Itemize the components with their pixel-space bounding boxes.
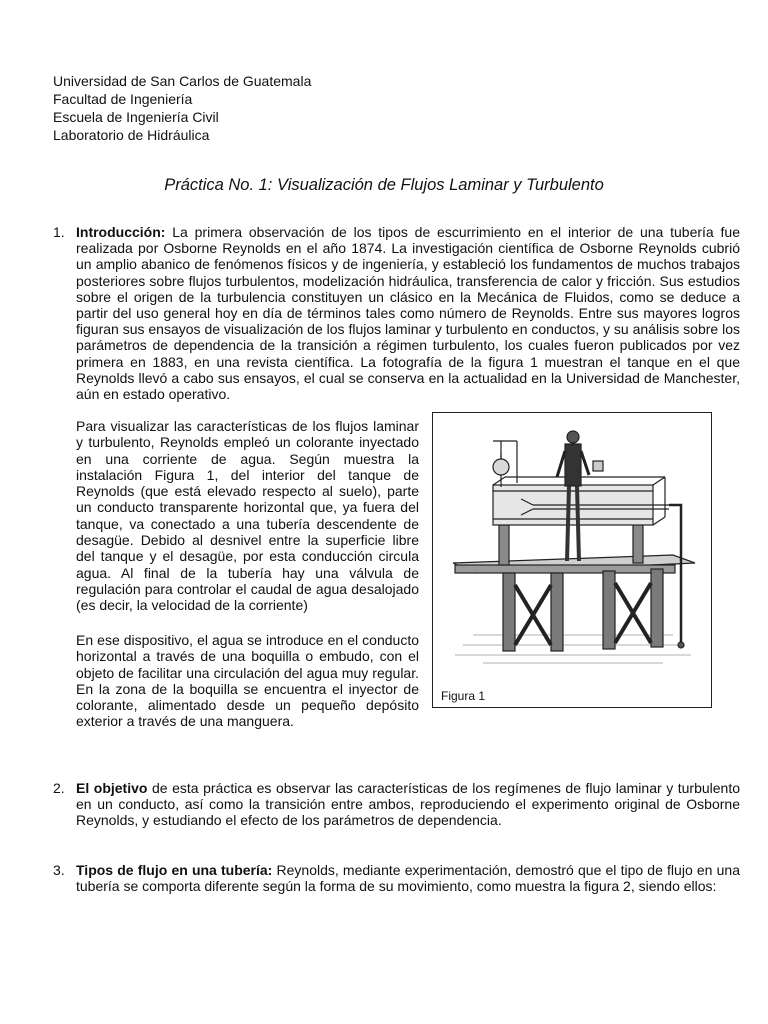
section-number: 2. [53, 780, 65, 796]
paragraph-device: En ese dispositivo, el agua se introduce en el conducto horizontal a través de una boquilla o embudo, con el objeto de facilitar una circulación del agua muy regular. En la zona de la boquilla se encuentra el inyector de colorante, alimentado desde un pequeño depósito exterior a través de una manguera. [76, 632, 419, 730]
section-number: 1. [53, 224, 65, 240]
section-body [76, 224, 740, 402]
section-body [76, 862, 740, 894]
section-heading: Tipos de flujo en una tubería: [76, 862, 277, 878]
section-text: de esta práctica es observar las características de los regímenes de flujo laminar y turbulento en un conducto, así como la transición entre ambos, reproduciendo el experimento original de Osborne Reynolds, y estudiando el efecto de los parámetros de dependencia. [76, 780, 740, 829]
section-heading: El objetivo [76, 780, 152, 796]
paragraph-visualization: Para visualizar las características de los flujos laminar y turbulento, Reynolds empleó un colorante inyectado en una corriente de agua. Según muestra la instalación Figura 1, del interior del tanque de Reynolds (que está elevado respecto al suelo), parte un conducto transparente horizontal que, ya fuera del tanque, va conectado a una tubería descendente de desagüe. Debido al desnivel entre la superficie libre del tanque y el desagüe, por esta conducción circula agua. Al final de la tubería hay una válvula de regulación para controlar el caudal de agua desalojado (es decir, la velocidad de la corriente) [76, 418, 419, 614]
section-number: 3. [53, 862, 65, 878]
section-heading: Introducción: [76, 224, 173, 240]
figure-caption: Figura 1 [441, 689, 486, 703]
header-lab: Laboratorio de Hidráulica [53, 127, 210, 143]
header-university: Universidad de San Carlos de Guatemala [53, 73, 312, 89]
header-school: Escuela de Ingeniería Civil [53, 109, 219, 125]
document-title: Práctica No. 1: Visualización de Flujos Laminar y Turbulento [164, 176, 604, 194]
reynolds-apparatus-illustration [433, 413, 711, 707]
header-faculty: Facultad de Ingeniería [53, 91, 193, 107]
section-body [76, 780, 740, 829]
section-text: Reynolds, mediante experimentación, demostró que el tipo de flujo en una tubería se comporta diferente según la forma de su movimiento, como muestra la figura 2, siendo ellos: [76, 862, 740, 895]
institution-header [53, 72, 311, 144]
figure-1 [432, 412, 712, 708]
section-text: La primera observación de los tipos de escurrimiento en el interior de una tubería fue realizada por Osborne Reynolds en el año 1874. La investigación científica de Osborne Reynolds cubrió un amplio abanico de fenómenos físicos y de ingeniería, y estableció los fundamentos de muchos trabajos posteriores sobre flujos turbulentos, modelización hidráulica, transferencia de calor y fricción. Sus estudios sobre el origen de la turbulencia constituyen un clásico en la Mecánica de Fluidos, como se deduce a partir del uso general hoy en día de términos tales como número de Reynolds. Entre sus mayores logros figuran sus ensayos de visualización de los flujos laminar y turbulento en conductos, y su análisis sobre los parámetros de dependencia de la transición a régimen turbulento, los cuales fueron publicados por vez primera en 1883, en una revista científica. La fotografía de la figura 1 muestran el tanque en el que Reynolds llevó a cabo sus ensayos, el cual se conserva en la actualidad en la Universidad de Manchester, aún en estado operativo. [76, 224, 740, 403]
